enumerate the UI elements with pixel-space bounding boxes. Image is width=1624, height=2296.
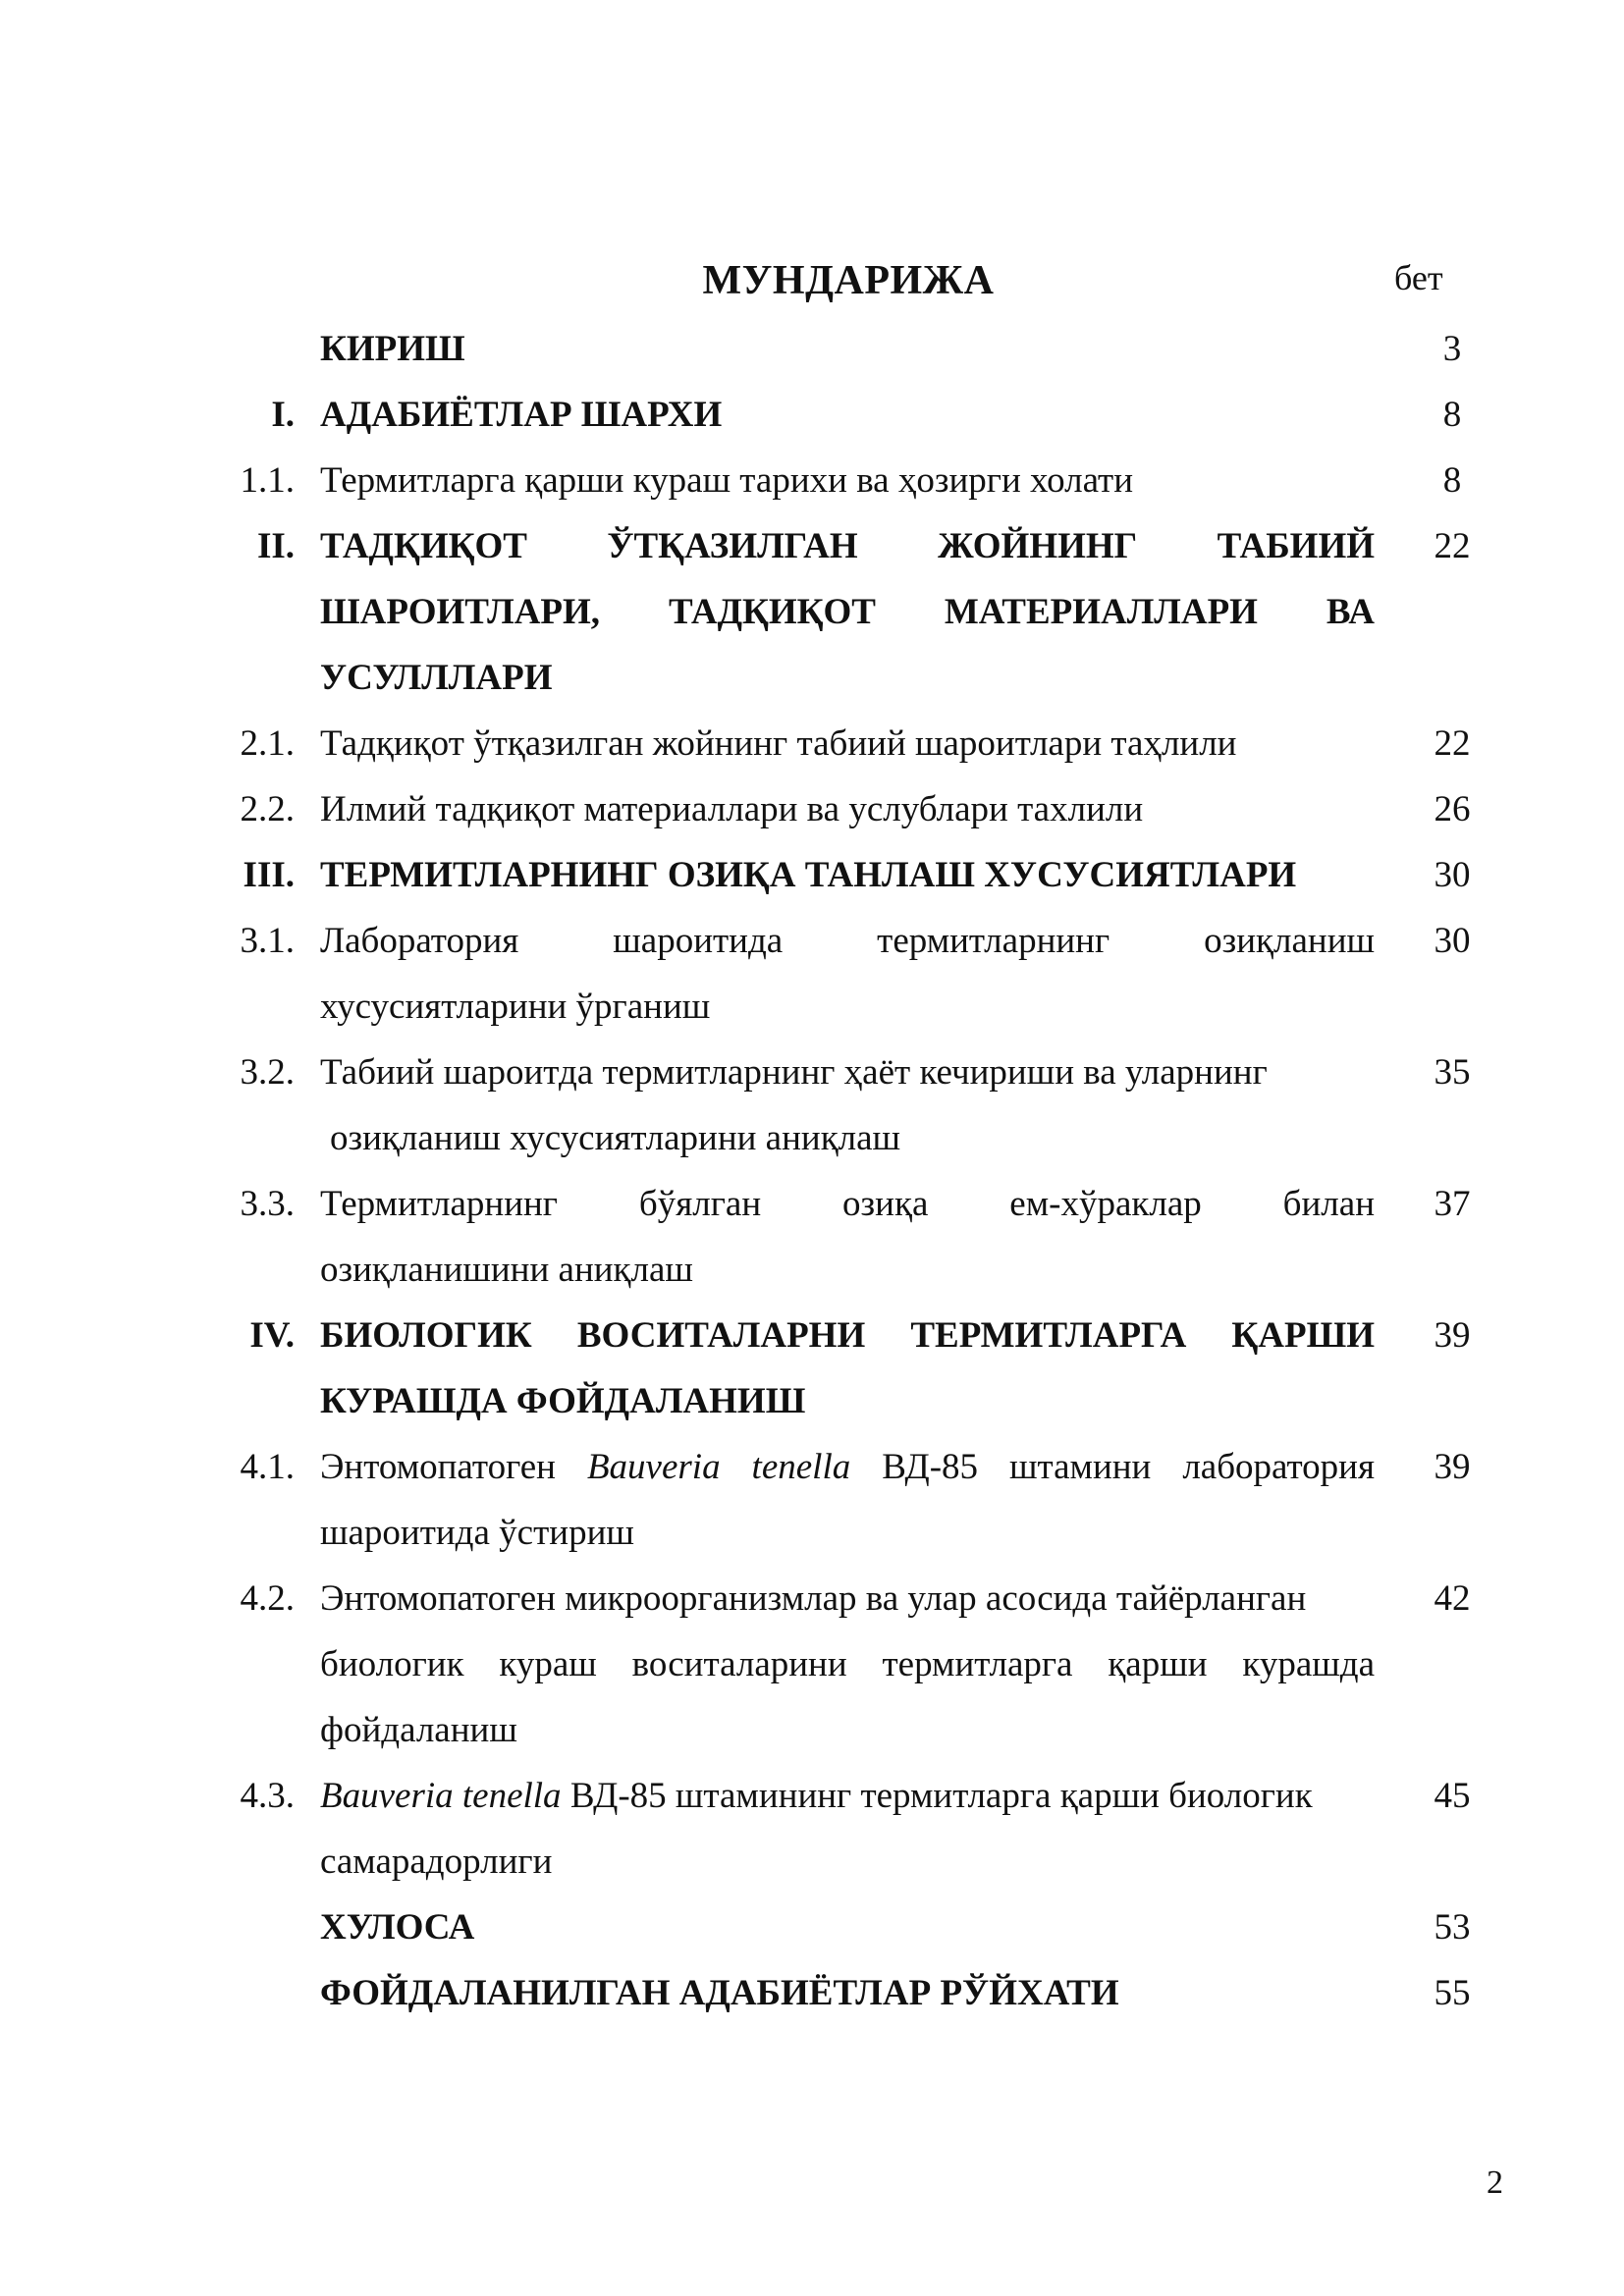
toc-entry-page: 39 [1434, 1315, 1471, 1356]
toc-entry-number: 3.3. [240, 1184, 295, 1224]
toc-entry-line: шароитида ўстириш [320, 1513, 634, 1553]
toc-entry-number: 2.2. [240, 789, 295, 829]
toc-entry-line: ХУЛОСА [320, 1907, 475, 1948]
toc-entry-line: Bauveria tenella ВД-85 штамининг термитларга қарши биологик [320, 1776, 1313, 1816]
toc-entry-number: 4.2. [240, 1578, 295, 1619]
toc-entry-line: Тадқиқот ўтқазилган жойнинг табиий шароитлари таҳлили [320, 723, 1237, 764]
page-number: 2 [1487, 2164, 1503, 2201]
toc-entry-line: ШАРОИТЛАРИ, ТАДҚИҚОТ МАТЕРИАЛЛАРИ ВА [320, 592, 1375, 632]
toc-entry-number: III. [243, 855, 295, 895]
toc-entry-title [320, 1171, 1375, 1303]
toc-entry-number: 3.2. [240, 1052, 295, 1093]
toc-entry-page: 3 [1442, 329, 1462, 369]
toc-entry-page: 45 [1434, 1776, 1471, 1816]
toc-entry-line: УСУЛЛЛАРИ [320, 658, 553, 698]
toc-entry-page: 30 [1434, 855, 1471, 895]
toc-entry-title [320, 711, 1375, 776]
toc-entry-title [320, 448, 1375, 513]
toc-entry-title [320, 382, 1375, 448]
toc-entry-title [320, 1763, 1375, 1895]
toc-entry-number: 4.3. [240, 1776, 295, 1816]
page-column-label: бет [1394, 258, 1443, 297]
toc-entry-page: 26 [1434, 789, 1471, 829]
toc-entry-page: 39 [1434, 1447, 1471, 1487]
toc-entry-title [320, 1303, 1375, 1434]
toc-entry-line: ТАДҚИҚОТ ЎТҚАЗИЛГАН ЖОЙНИНГ ТАБИИЙ [320, 526, 1375, 566]
toc-entry-page: 35 [1434, 1052, 1471, 1093]
toc-entry-title [320, 513, 1375, 711]
toc-entry-line: Термитларнинг бўялган озиқа ем-хўраклар билан [320, 1184, 1375, 1224]
toc-entry-page: 37 [1434, 1184, 1471, 1224]
toc-entry-line: БИОЛОГИК ВОСИТАЛАРНИ ТЕРМИТЛАРГА ҚАРШИ [320, 1315, 1375, 1356]
toc-entry-title [320, 1895, 1375, 1960]
toc-entry-page: 30 [1434, 921, 1471, 961]
toc-entry-page: 55 [1434, 1973, 1471, 2013]
toc-entry-line: Термитларга қарши кураш тарихи ва ҳозирги холати [320, 460, 1134, 501]
toc-entry-title [320, 1566, 1375, 1763]
toc-entry-title [320, 1434, 1375, 1566]
toc-entry-number: 4.1. [240, 1447, 295, 1487]
toc-entry-line: хусусиятларини ўрганиш [320, 987, 711, 1027]
toc-entry-title [320, 776, 1375, 842]
toc-entry-line: озиқланиш хусусиятларини аниқлаш [330, 1118, 901, 1158]
toc-entry-number: I. [271, 395, 295, 435]
toc-entry-number: IV. [249, 1315, 295, 1356]
toc-entry-line: Табиий шароитда термитларнинг ҳаёт кечириши ва уларнинг [320, 1052, 1268, 1093]
toc-entry-line: самарадорлиги [320, 1842, 553, 1882]
toc-entry-line: КИРИШ [320, 329, 465, 369]
toc-entry-line: биологик кураш воситаларини термитларга қарши курашда [320, 1644, 1375, 1684]
toc-entry-line: ТЕРМИТЛАРНИНГ ОЗИҚА ТАНЛАШ ХУСУСИЯТЛАРИ [320, 855, 1297, 895]
toc-entry-page: 22 [1434, 723, 1471, 764]
toc-entry-page: 53 [1434, 1907, 1471, 1948]
toc-entry-title [320, 1040, 1375, 1171]
toc-entry-title [320, 316, 1375, 382]
toc-entry-number: 2.1. [240, 723, 295, 764]
toc-entry-title [320, 908, 1375, 1040]
toc-entry-line: АДАБИЁТЛАР ШАРХИ [320, 395, 723, 435]
toc-entry-page: 8 [1442, 460, 1462, 501]
toc-entry-line: Энтомопатоген микроорганизмлар ва улар асосида тайёрланган [320, 1578, 1307, 1619]
toc-entry-line: Илмий тадқиқот материаллари ва услублари тахлили [320, 789, 1144, 829]
toc-entry-line: Энтомопатоген Bauveria tenella ВД-85 штамини лаборатория [320, 1447, 1375, 1487]
toc-entry-line: фойдаланиш [320, 1710, 517, 1750]
toc-entry-number: 1.1. [240, 460, 295, 501]
toc-entry-page: 42 [1434, 1578, 1471, 1619]
toc-entry-number: 3.1. [240, 921, 295, 961]
toc-title: МУНДАРИЖА [702, 258, 995, 303]
toc-entry-title [320, 842, 1375, 908]
toc-entry-title [320, 1960, 1375, 2026]
toc-entry-line: озиқланишини аниқлаш [320, 1250, 693, 1290]
toc-entry-line: ФОЙДАЛАНИЛГАН АДАБИЁТЛАР РЎЙХАТИ [320, 1973, 1119, 2013]
toc-entry-page: 22 [1434, 526, 1471, 566]
toc-entry-line: КУРАШДА ФОЙДАЛАНИШ [320, 1381, 806, 1421]
toc-entry-page: 8 [1442, 395, 1462, 435]
toc-entry-number: II. [256, 526, 295, 566]
toc-entry-line: Лаборатория шароитида термитларнинг озиқланиш [320, 921, 1375, 961]
